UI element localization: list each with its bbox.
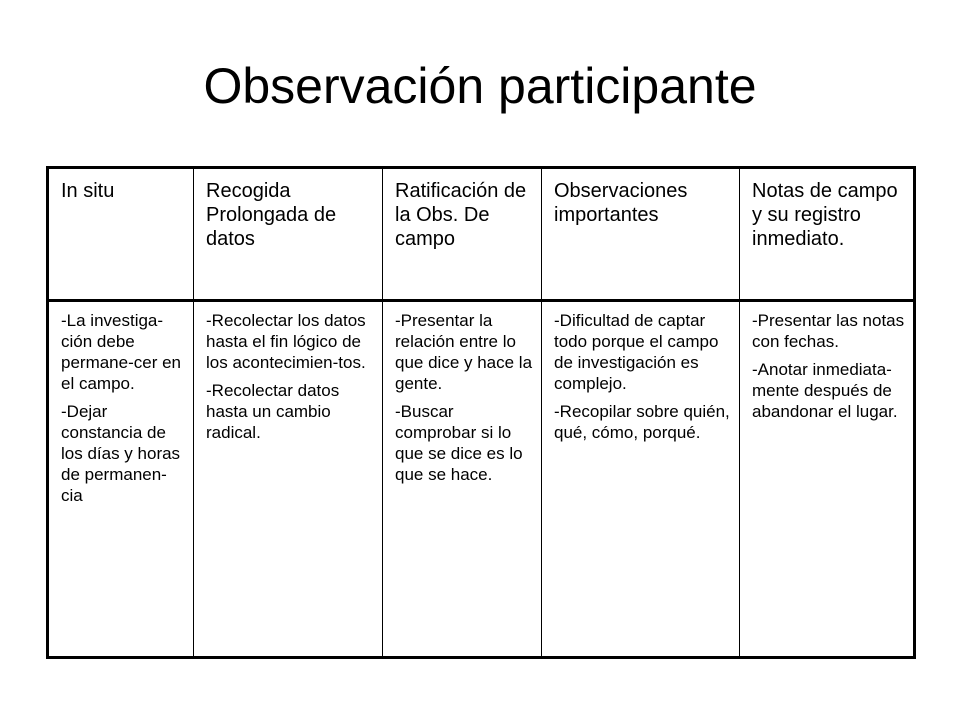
header-recogida-prolongada: Recogida Prolongada de datos [194, 168, 383, 301]
header-ratificacion: Ratificación de la Obs. De campo [383, 168, 542, 301]
cell-in-situ [48, 301, 194, 658]
header-observaciones-importantes: Observaciones importantes [542, 168, 740, 301]
cell-text: -Dejar constancia de los días y horas de permanen-cia [61, 402, 181, 505]
cell-recogida-prolongada [194, 301, 383, 658]
header-notas-de-campo: Notas de campo y su registro inmediato. [740, 168, 915, 301]
cell-notas-de-campo [740, 301, 915, 658]
header-in-situ: In situ [48, 168, 194, 301]
table-header-row [48, 168, 915, 301]
cell-text: -Dificultad de captar todo porque el campo de investigación es complejo. [554, 311, 719, 393]
cell-observaciones-importantes [542, 301, 740, 658]
slide-title: Observación participante [203, 58, 757, 114]
cell-text: -Buscar comprobar si lo que se dice es lo que se hace. [395, 402, 523, 484]
table-row [48, 301, 915, 658]
cell-ratificacion [383, 301, 542, 658]
cell-text: -Recolectar datos hasta un cambio radical. [206, 381, 340, 442]
cell-text: -Recopilar sobre quién, qué, cómo, porqué. [554, 402, 730, 442]
observation-table [46, 166, 916, 659]
cell-text: -Recolectar los datos hasta el fin lógico de los acontecimien-tos. [206, 311, 366, 372]
cell-text: -Presentar las notas con fechas. [752, 311, 905, 351]
cell-text: -Presentar la relación entre lo que dice y hace la gente. [395, 311, 533, 393]
cell-text: -Anotar inmediata-mente después de abandonar el lugar. [752, 360, 898, 421]
cell-text: -La investiga-ción debe permane-cer en el campo. [61, 311, 182, 393]
